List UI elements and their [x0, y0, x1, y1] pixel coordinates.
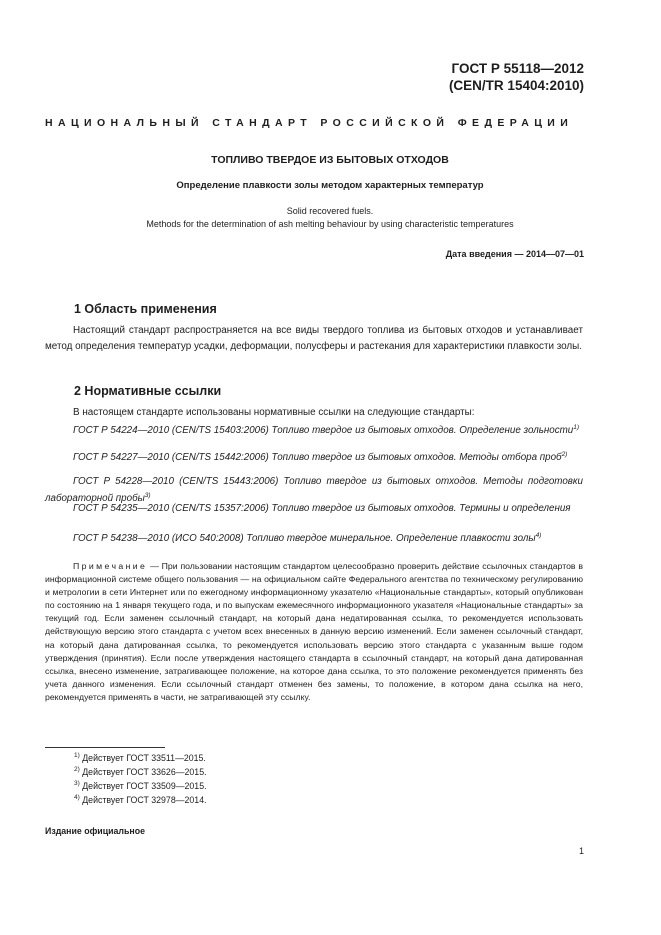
- section-2-intro-text: В настоящем стандарте использованы нормативные ссылки на следующие стандарты:: [73, 407, 475, 418]
- reference-text: ГОСТ Р 54235—2010 (CEN/TS 15357:2006) Топливо твердое из бытовых отходов. Термины и определения: [73, 503, 571, 514]
- footnote-text: Действует ГОСТ 33511—2015.: [79, 753, 206, 763]
- footnote-number: 4): [74, 794, 80, 801]
- reference-item: [45, 421, 583, 438]
- reference-text: ГОСТ Р 54228—2010 (CEN/TS 15443:2006) Топливо твердое из бытовых отходов. Методы подготовки лабораторной пробы: [45, 476, 583, 504]
- document-title: ТОПЛИВО ТВЕРДОЕ ИЗ БЫТОВЫХ ОТХОДОВ: [211, 154, 449, 166]
- footnote: [74, 794, 207, 805]
- reference-item: [45, 502, 583, 516]
- note-label: Примечание: [73, 561, 148, 571]
- footnote: [74, 752, 206, 763]
- section-2-intro: [45, 405, 583, 421]
- gost-number-line1: ГОСТ Р 55118—2012: [451, 61, 584, 76]
- introduction-date: Дата введения — 2014—07—01: [445, 249, 584, 259]
- footnote: [74, 766, 207, 777]
- reference-item: [45, 529, 583, 546]
- reference-text: ГОСТ Р 54238—2010 (ИСО 540:2008) Топливо твердое минеральное. Определение плавкости золы: [73, 533, 536, 544]
- reference-item: [45, 448, 583, 465]
- reference-text: ГОСТ Р 54224—2010 (CEN/TS 15403:2006) Топливо твердое из бытовых отходов. Определение зольности: [73, 425, 574, 436]
- footnote-number: 3): [74, 780, 80, 787]
- page-number: 1: [578, 846, 584, 856]
- reference-item: [45, 475, 583, 505]
- section-2-heading: 2 Нормативные ссылки: [74, 384, 222, 398]
- english-title: [45, 205, 615, 231]
- reference-text: ГОСТ Р 54227—2010 (CEN/TS 15442:2006) Топливо твердое из бытовых отходов. Методы отбора проб: [73, 452, 562, 463]
- footnote-text: Действует ГОСТ 33509—2015.: [79, 781, 207, 791]
- footnote-number: 2): [74, 766, 80, 773]
- note-text: — При пользовании настоящим стандартом целесообразно проверить действие ссылочных стандартов в информационной системе общего пользования — на официальном сайте Федерального агентства по техническому регулированию и метрологии в сети Интернет или по ежегодному информационному указателю «Национальные стандарты», который опубликован по состоянию на 1 января текущего года, и по выпускам ежемесячного информационного указателя «Национальные стандарты» за текущий год. Если заменен ссылочный стандарт, на который дана недатированная ссылка, то рекомендуется использовать действующую версию этого стандарта с учетом всех внесенных в данную версию изменений. Если заменен ссылочный стандарт, на который дана датированная ссылка, то рекомендуется использовать версию этого стандарта с указанным выше годом утверждения (принятия). Если после утверждения настоящего стандарта в ссылочный стандарт, на который дана датированная ссылка, внесено изменение, затрагивающее положение, на которое дана ссылка, то это положение рекомендуется применять без учета данного изменения. Если ссылочный стандарт отменен без замены, то положение, в котором дана ссылка на него, рекомендуется применять в части, не затрагивающей эту ссылку.: [45, 561, 583, 702]
- note: [45, 560, 583, 704]
- footnote: [74, 780, 207, 791]
- footnote-mark: 4): [535, 532, 542, 539]
- english-title-line1: Solid recovered fuels.: [286, 206, 374, 216]
- gost-number: [380, 60, 584, 94]
- edition-label: Издание официальное: [45, 826, 145, 836]
- footnote-text: Действует ГОСТ 32978—2014.: [79, 795, 207, 805]
- footnote-text: Действует ГОСТ 33626—2015.: [79, 767, 207, 777]
- footnote-mark: 2): [561, 451, 568, 458]
- footnote-mark: 1): [573, 424, 580, 431]
- footnote-mark: 3): [144, 491, 151, 499]
- document-subtitle: Определение плавкости золы методом характерных температур: [176, 180, 484, 191]
- section-1-heading: 1 Область применения: [74, 302, 217, 316]
- section-1-text: [45, 323, 583, 355]
- national-standard-heading: НАЦИОНАЛЬНЫЙ СТАНДАРТ РОССИЙСКОЙ ФЕДЕРАЦИИ: [45, 117, 574, 129]
- footnote-number: 1): [74, 752, 80, 759]
- section-1-body: Настоящий стандарт распространяется на все виды твердого топлива из бытовых отходов и устанавливает метод определения температур усадки, деформации, полусферы и растекания для характеристики плавкости золы.: [45, 325, 583, 352]
- english-title-line2: Methods for the determination of ash melting behaviour by using characteristic temperatures: [146, 219, 514, 229]
- gost-number-line2: (CEN/TR 15404:2010): [448, 78, 584, 93]
- footnote-divider: [45, 747, 165, 748]
